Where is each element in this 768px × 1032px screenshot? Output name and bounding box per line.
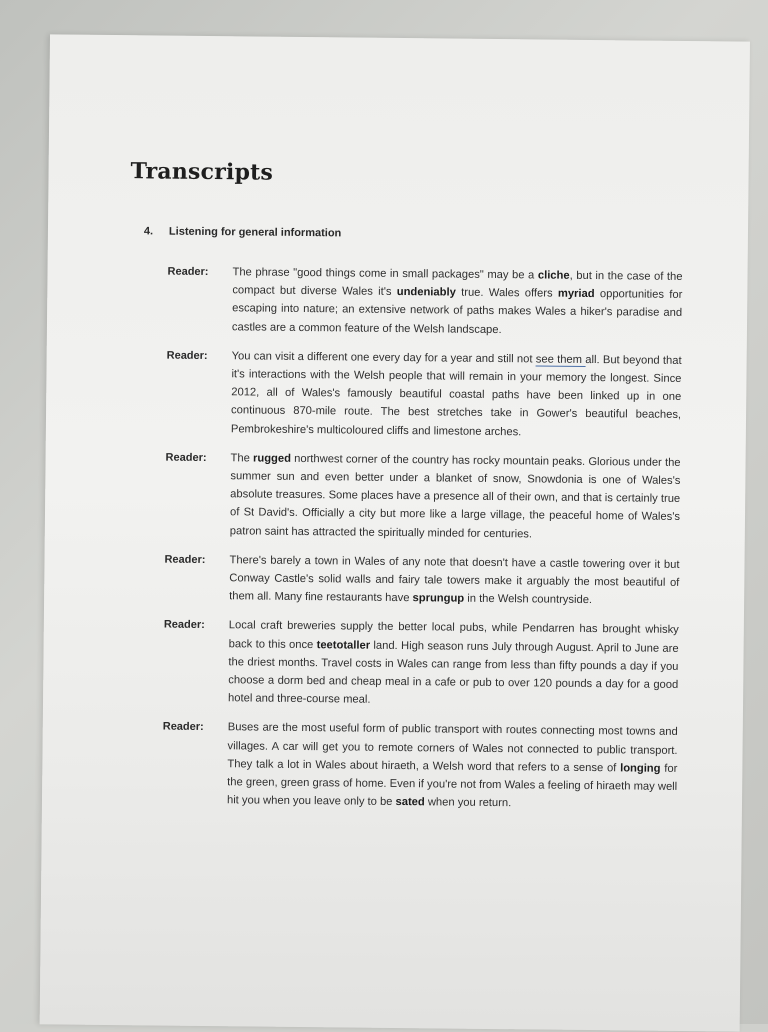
text-run: for the green, green grass of home. Even if you're not from Wales a feeling of hiraeth may well hit you when you leave only to be	[226, 762, 678, 809]
transcript-text	[231, 347, 682, 443]
paper-sheet	[40, 34, 750, 1031]
transcript-text	[229, 551, 680, 610]
text-run: , but in the case of the compact but diverse Wales it's	[232, 269, 683, 299]
text-run: Local craft breweries supply the better local pubs, while Pendarren has brought whisky back to this once	[228, 619, 679, 651]
page-title: Transcripts	[130, 158, 274, 186]
text-run: true. Wales offers	[455, 286, 558, 300]
speaker-label: Reader:	[164, 553, 206, 566]
transcript-block	[166, 346, 682, 442]
text-run: opportunities for escaping into nature; an extensive network of paths makes Wales a hiker's paradise and castles are a common feature of the Welsh landscape.	[231, 288, 683, 336]
text-run: when you return.	[424, 796, 512, 810]
transcript-text	[230, 449, 681, 545]
transcript-block	[162, 718, 678, 814]
bold-term: longing	[620, 762, 661, 775]
text-run: northwest corner of the country has rocky mountain peaks. Glorious under the summer sun and even better under a blanket of snow, Snowdonia is one of Wales's absolute treasures. Some places have a presence all of their own, and that is certainly true of St David's. Officially a city but more like a large village, the peaceful home of Wales's patron saint has attracted the spiritually minded for centuries.	[229, 452, 681, 541]
transcript-text	[232, 263, 683, 341]
bold-term: teetotaller	[316, 638, 371, 652]
text-run: all. But beyond that it's interactions with the Welsh people that will remain in your memory the longest. Since 2012, all of Wales's famously beautiful coastal paths have been linked up in one continuous 870-mile route. The best stretches take in Gower's beautiful beaches, Pembrokeshire's multicoloured cliffs and limestone arches.	[230, 353, 682, 438]
transcript-text	[228, 617, 679, 713]
speaker-label: Reader:	[166, 349, 208, 362]
bold-term: undeniably	[396, 286, 456, 299]
bold-term: sprungup	[412, 592, 465, 605]
text-run: The phrase "good things come in small packages" may be a	[232, 266, 538, 282]
transcript-block	[167, 263, 683, 341]
text-run: in the Welsh countryside.	[464, 592, 593, 607]
transcript-text	[227, 719, 678, 815]
speaker-label: Reader:	[167, 265, 209, 279]
text-run: The	[230, 452, 254, 465]
transcript-block	[163, 616, 679, 712]
bold-term: cliche	[537, 269, 570, 282]
bold-term: myriad	[557, 287, 595, 301]
speaker-label: Reader:	[162, 721, 204, 734]
section-number: 4.	[143, 225, 154, 238]
transcript-list	[162, 263, 683, 826]
text-run: There's barely a town in Wales of any note that doesn't have a castle towering over it but Conway Castle's solid walls and fairy tale towers make it arguably the most beautiful of them all. Many fine restaurants have	[229, 554, 680, 605]
text-run: Buses are the most useful form of public transport with routes connecting most towns and villages. A car will get you to remote corners of Wales not connected to public transport. They talk a lot in Wales about hiraeth, a Welsh word that refers to a sense of	[227, 721, 678, 775]
text-run: land. High season runs July through August. April to June are the driest months. Travel costs in Wales can range from less than fifty pounds a day if you choose a dorm bed and cheap meal in a cafe or pub to over 120 pounds a day for a good hotel and three-course meal.	[228, 639, 679, 706]
speaker-label: Reader:	[165, 451, 207, 464]
transcript-block	[165, 448, 681, 544]
underlined-phrase: see them	[535, 353, 586, 366]
speaker-label: Reader:	[163, 619, 205, 632]
section-heading	[144, 225, 341, 239]
transcript-block	[164, 550, 680, 610]
bold-term: sated	[395, 796, 425, 809]
text-run: You can visit a different one every day for a year and still not	[231, 350, 536, 366]
section-title: Listening for general information	[168, 225, 342, 240]
bold-term: rugged	[252, 452, 292, 465]
